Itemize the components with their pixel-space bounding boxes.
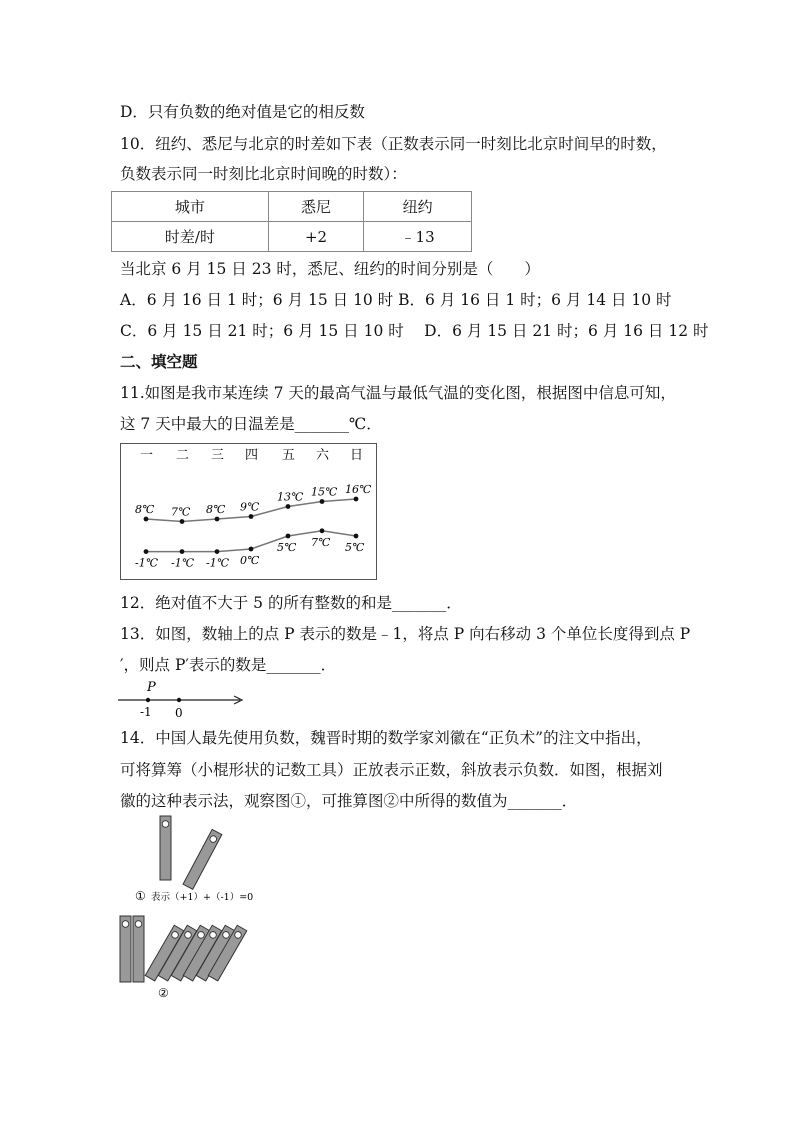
high-temp-point [320,499,325,504]
section-heading: 二、填空题 [120,353,198,371]
table-row [112,222,472,252]
low-temp-point [144,549,149,554]
high-temp-label: 8℃ [206,503,226,516]
time-difference-table [111,191,472,252]
tick-label: 0 [175,706,183,720]
upright-rod [133,916,144,982]
options-c-d: C．6 月 15 日 21 时；6 月 15 日 10 时 D．6 月 15 日 21 时；6 月 16 日 12 时 [120,322,709,340]
high-temp-label: 16℃ [345,483,372,496]
high-temp-label: 9℃ [240,500,260,514]
low-temp-point [286,534,291,539]
question-10-text: 10．纽约、悉尼与北京的时差如下表（正数表示同一时刻比北京时间早的时数， [120,135,667,153]
question-10-text-cont: 负数表示同一时刻比北京时间晚的时数）： [120,165,407,183]
category-label: 四 [245,448,259,463]
question-11-text-cont: 这 7 天中最大的日温差是_______℃． [120,415,382,433]
temperature-chart [120,443,377,580]
low-temp-label: 5℃ [345,541,365,554]
high-temp-point [215,517,220,522]
question-13-text-cont: ′，则点 P′表示的数是_______． [120,656,337,674]
table-cell: 时差/时 [112,222,269,252]
figure-1-label: ① [135,889,146,903]
upright-rod [160,816,171,880]
low-temp-point [180,549,185,554]
tick-label: -1 [140,705,152,719]
category-label: 一 [140,448,154,463]
high-temp-point [144,517,149,522]
category-label: 六 [316,448,330,463]
high-temp-point [249,514,254,519]
option-d: D．只有负数的绝对值是它的相反数 [120,103,365,121]
figure-2-label: ② [158,986,169,1000]
upright-rod [120,916,131,982]
low-temp-label: 5℃ [277,541,297,554]
category-label: 二 [176,448,190,463]
figure-1-caption: 表示（+1）+（-1）=0 [151,892,254,903]
low-temp-label: 7℃ [311,535,331,549]
question-11-text: 11.如图是我市某连续 7 天的最高气温与最低气温的变化图，根据图中信息可知， [120,384,676,402]
low-temp-label: -1℃ [135,556,159,570]
point-p [146,698,150,702]
question-14-text-cont: 可将算筹（小棍形状的记数工具）正放表示正数，斜放表示负数．如图，根据刘 [120,761,663,779]
low-temp-label: 0℃ [240,554,260,567]
low-temp-point [215,549,220,554]
high-temp-point [180,519,185,524]
options-a-b: A．6 月 16 日 1 时；6 月 15 日 10 时 B．6 月 16 日 1 时；6 月 14 日 10 时 [120,291,672,309]
table-cell: 纽约 [364,192,472,222]
question-12-text: 12．绝对值不大于 5 的所有整数的和是_______． [120,594,462,612]
low-temp-label: -1℃ [171,556,195,570]
low-temp-point [354,534,359,539]
question-10-prompt: 当北京 6 月 15 日 23 时，悉尼、纽约的时间分别是（ ） [120,260,540,278]
low-temp-point [320,528,325,533]
category-label: 日 [350,448,364,463]
slanted-rod [183,829,222,889]
point-p-label: P [147,680,156,695]
counting-rods-figure [115,812,275,1004]
point-origin [177,698,181,702]
high-temp-label: 13℃ [277,490,304,504]
category-label: 三 [211,448,225,463]
table-cell: 悉尼 [268,192,363,222]
table-cell: +2 [268,222,363,252]
question-13-text: 13．如图，数轴上的点 P 表示的数是﹣1，将点 P 向右移动 3 个单位长度得到点 P [120,625,691,643]
number-line [118,678,248,720]
question-14-text-cont2: 徽的这种表示法，观察图①，可推算图②中所得的数值为_______． [120,792,578,810]
low-temp-label: -1℃ [206,556,230,570]
high-temp-label: 8℃ [135,503,155,516]
category-label: 五 [282,448,296,463]
table-row [112,192,472,222]
low-temp-point [249,547,254,552]
high-temp-label: 15℃ [311,485,338,499]
high-temp-point [354,497,359,502]
question-14-text: 14．中国人最先使用负数，魏晋时期的数学家刘徽在“正负术”的注文中指出， [120,729,652,747]
table-cell: 城市 [112,192,269,222]
high-temp-point [286,504,291,509]
high-temp-label: 7℃ [171,505,191,519]
table-cell: ﹣13 [364,222,472,252]
